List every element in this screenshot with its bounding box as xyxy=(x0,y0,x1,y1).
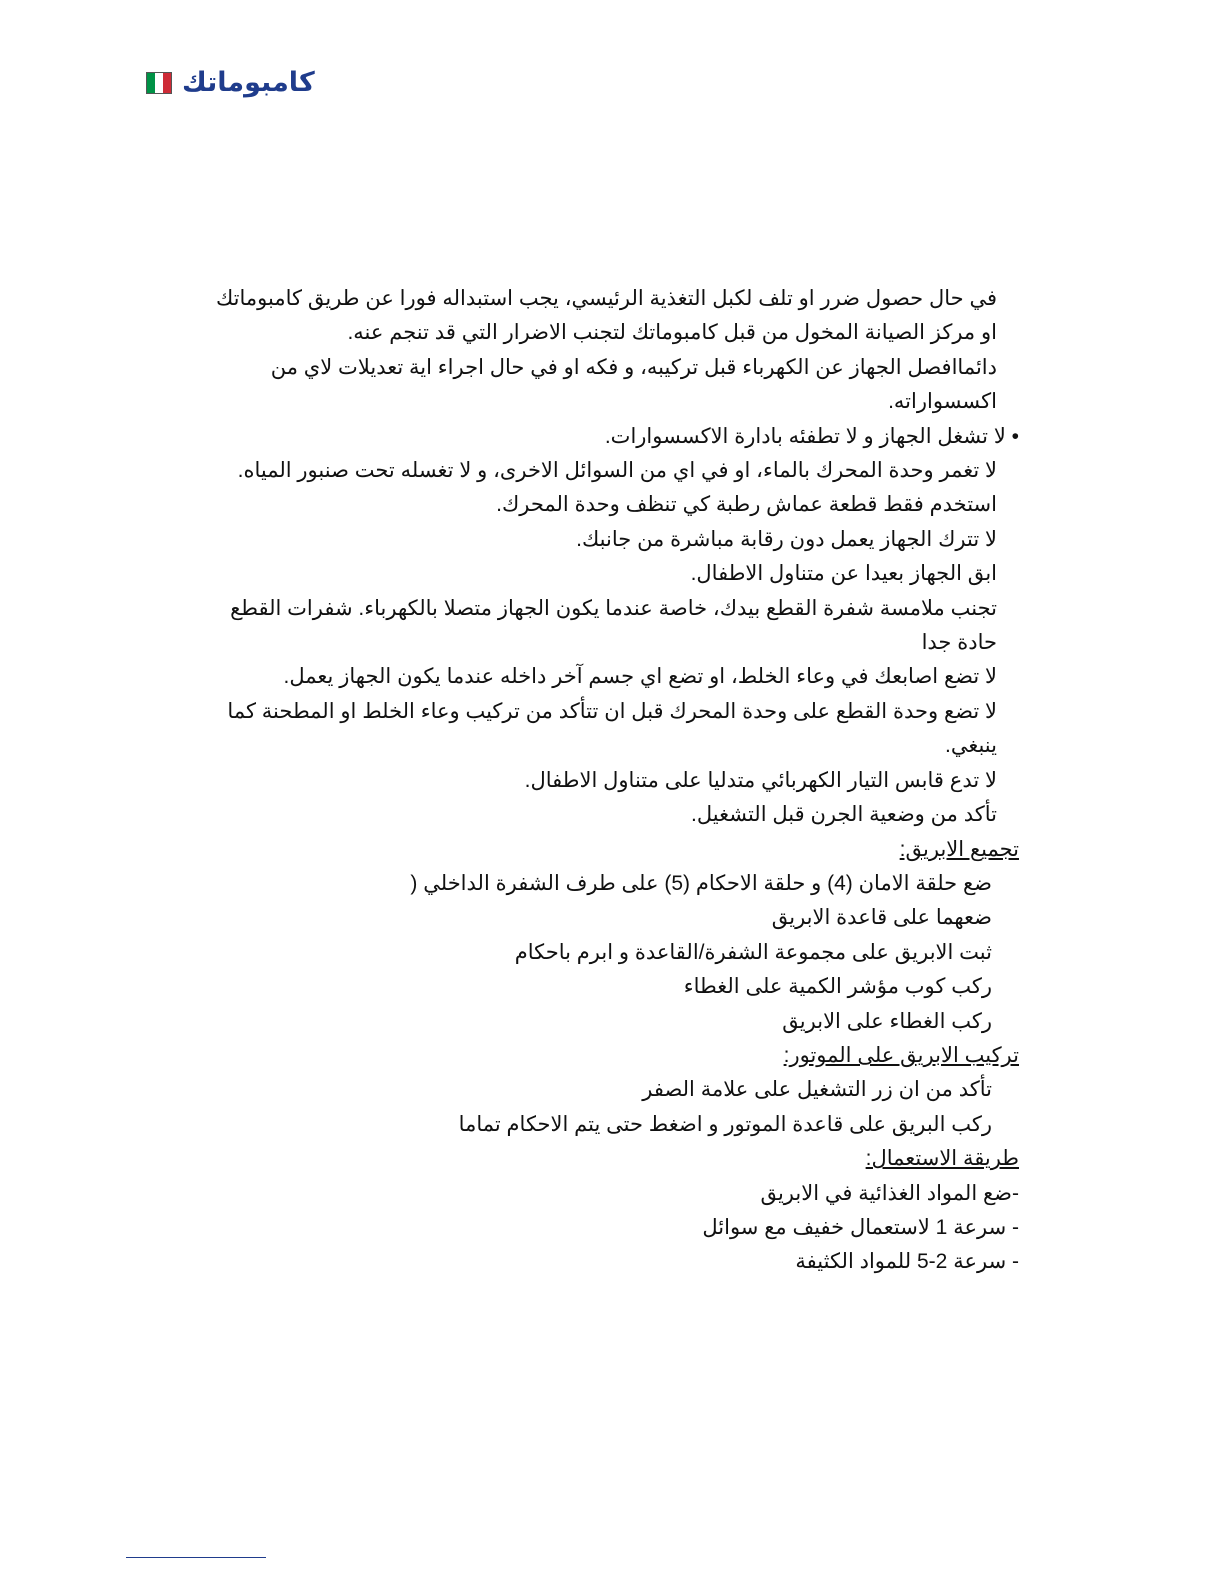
bullet-item: • لا تشغل الجهاز و لا تطفئه بادارة الاكسسوارات. xyxy=(604,424,1019,448)
paragraph: لا تضع اصابعك في وعاء الخلط، او تضع اي جسم آخر داخله عندما يكون الجهاز يعمل. xyxy=(283,665,997,689)
assembly-step: ركب الغطاء على الابريق xyxy=(782,1009,992,1033)
safety-instructions xyxy=(205,282,1019,1280)
usage-step: - سرعة 1 لاستعمال خفيف مع سوائل xyxy=(702,1215,1019,1239)
assembly-heading: تجميع الابريق: xyxy=(899,837,1019,861)
brand-name: كامبوماتك xyxy=(182,67,315,98)
assembly-step: ثبت الابريق على مجموعة الشفرة/القاعدة و ابرم باحكام xyxy=(514,940,992,964)
motor-step: ركب البريق على قاعدة الموتور و اضغط حتى يتم الاحكام تماما xyxy=(458,1112,992,1136)
assembly-step: ضع حلقة الامان (4) و حلقة الاحكام (5) على طرف الشفرة الداخلي ( xyxy=(410,871,992,895)
paragraph: دائماافصل الجهاز عن الكهرباء قبل تركيبه، و فكه او في حال اجراء اية تعديلات لاي من اكسسواراته. xyxy=(270,355,997,414)
usage-step: -ضع المواد الغذائية في الابريق xyxy=(760,1181,1019,1205)
paragraph: في حال حصول ضرر او تلف لكبل التغذية الرئيسي، يجب استبداله فورا عن طريق كامبوماتك او مركز الصيانة المخول من قبل كامبوماتك لتجنب الاضرار التي قد تنجم عنه. xyxy=(215,287,997,345)
usage-step: - سرعة 2-5 للمواد الكثيفة xyxy=(795,1250,1019,1274)
paragraph: لا تترك الجهاز يعمل دون رقابة مباشرة من جانبك. xyxy=(576,527,997,551)
brand-logo xyxy=(146,68,458,98)
assembly-step: ركب كوب مؤشر الكمية على الغطاء xyxy=(683,975,992,999)
paragraph: لا تضع وحدة القطع على وحدة المحرك قبل ان تتأكد من تركيب وعاء الخلط او المطحنة كما ينبغي. xyxy=(227,699,997,758)
footer-divider xyxy=(126,1557,266,1558)
motor-heading: تركيب الابريق على الموتور: xyxy=(783,1043,1019,1067)
paragraph: لا تغمر وحدة المحرك بالماء، او في اي من السوائل الاخرى، و لا تغسله تحت صنبور المياه. استخدم فقط قطعة عماش رطبة كي تنظف وحدة المحرك. xyxy=(237,459,997,517)
paragraph: تأكد من وضعية الجرن قبل التشغيل. xyxy=(691,803,997,827)
italian-flag-icon xyxy=(146,72,172,94)
motor-step: تأكد من ان زر التشغيل على علامة الصفر xyxy=(642,1078,992,1102)
usage-heading: طريقة الاستعمال: xyxy=(865,1147,1019,1171)
paragraph: ابق الجهاز بعيدا عن متناول الاطفال. xyxy=(690,562,997,586)
assembly-step: ضعهما على قاعدة الابريق xyxy=(771,906,992,930)
paragraph: لا تدع قابس التيار الكهربائي متدليا على متناول الاطفال. xyxy=(524,768,997,792)
paragraph: تجنب ملامسة شفرة القطع بيدك، خاصة عندما يكون الجهاز متصلا بالكهرباء. شفرات القطع حادة جدا xyxy=(230,596,997,655)
